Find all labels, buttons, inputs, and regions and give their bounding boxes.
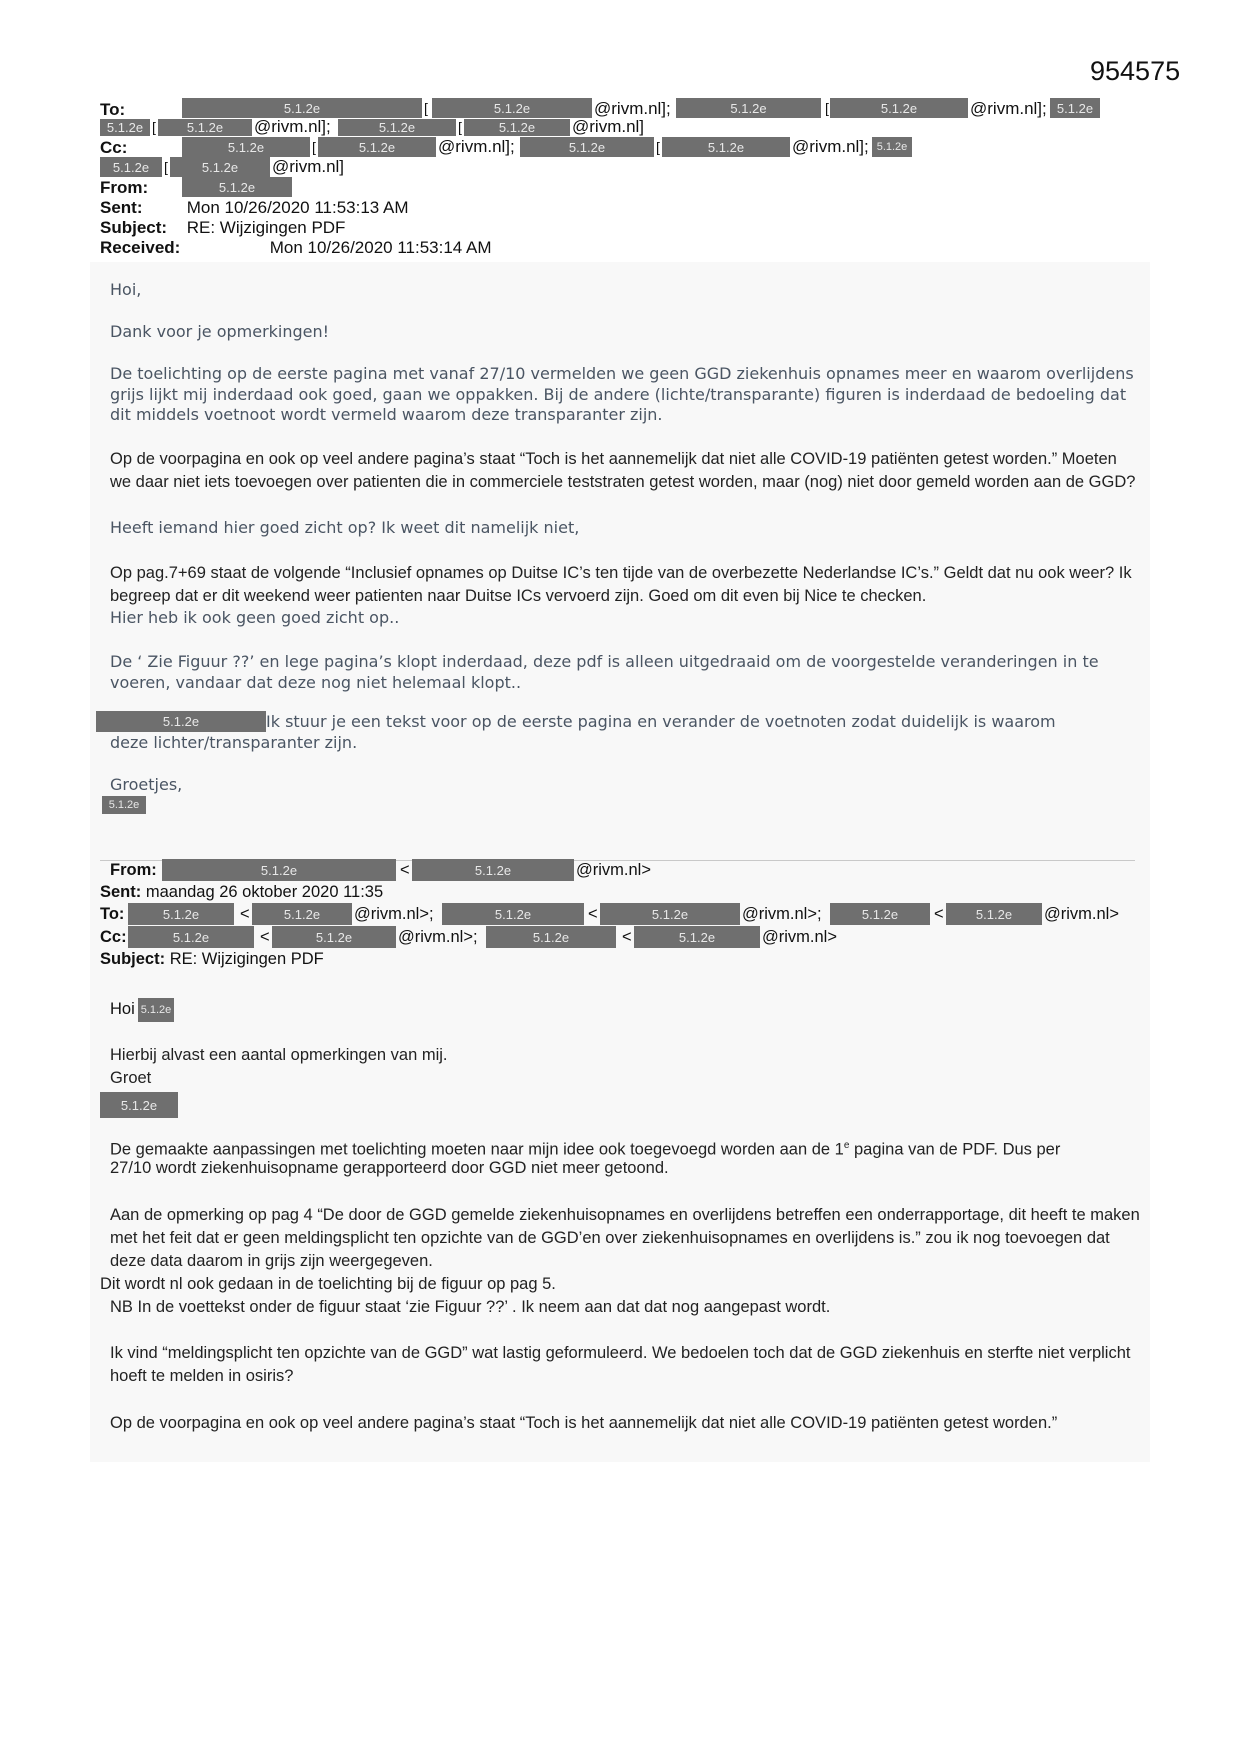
email-suffix: @rivm.nl];	[254, 117, 331, 136]
from-label: From:	[100, 178, 149, 197]
email-suffix: @rivm.nl>	[1044, 905, 1119, 923]
quoted-remark-1: Op de voorpagina en ook op veel andere pagina’s staat “Toch is het aannemelijk dat niet alle COVID-19 patiënten getest worden.” Moeten we daar niet iets toevoegen over patienten die in commerciele teststraten getest worden, maar (nog) niet door gemeld worden aan de GGD?	[110, 450, 1136, 491]
quoted-paragraph-4: Op de voorpagina en ook op veel andere pagina’s staat “Toch is het aannemelijk dat niet alle COVID-19 patiënten getest worden.”	[110, 1414, 1058, 1432]
quoted-greeting: Hoi	[110, 1000, 135, 1018]
email-suffix: @rivm.nl>;	[398, 928, 478, 946]
redaction: 5.1.2e	[128, 926, 254, 948]
email-suffix: @rivm.nl>;	[742, 905, 822, 923]
bracket: [	[152, 119, 156, 135]
subject-label: Subject:	[100, 218, 168, 237]
subject-value: RE: Wijzigingen PDF	[186, 218, 346, 237]
bracket: [	[164, 159, 168, 175]
email-suffix: @rivm.nl];	[594, 99, 671, 118]
redaction: 5.1.2e	[252, 903, 352, 925]
sent-value: Mon 10/26/2020 11:53:13 AM	[186, 198, 409, 217]
reply-answer-2: Hier heb ik ook geen goed zicht op..	[110, 608, 400, 627]
quoted-paragraph-2: Aan de opmerking op pag 4 “De door de GGD gemelde ziekenhuisopnames en overlijdens betreffen een onderrapportage, dit heeft te maken met het feit dat er geen meldingsplicht ten opzichte van de GGD’en over ziekenhuisopnames en overlijdens is.” zou ik nog toevoegen dat deze data daarom in grijs zijn weergegeven.	[110, 1206, 1140, 1270]
redaction: 5.1.2e	[170, 157, 270, 177]
bracket: [	[825, 100, 829, 116]
redaction: 5.1.2e	[272, 926, 396, 948]
lt: <	[260, 928, 270, 946]
bracket: [	[656, 139, 660, 155]
reply-greeting: Hoi,	[110, 280, 142, 299]
reply-answer-1: Heeft iemand hier goed zicht op? Ik weet dit namelijk niet,	[110, 518, 580, 537]
redaction: 5.1.2e	[520, 137, 654, 157]
redaction: 5.1.2e	[946, 903, 1042, 925]
email-suffix: @rivm.nl];	[438, 137, 515, 156]
redaction: 5.1.2e	[662, 137, 790, 157]
quoted-paragraph-3: Ik vind “meldingsplicht ten opzichte van de GGD” wat lastig geformuleerd. We bedoelen toch dat de GGD ziekenhuis en sterfte niet verplicht hoeft te melden in osiris?	[110, 1344, 1131, 1385]
quoted-subject-label: Subject:	[100, 950, 166, 968]
redaction: 5.1.2e	[634, 926, 760, 948]
reply-paragraph-2: De ‘ Zie Figuur ??’ en lege pagina’s klopt inderdaad, deze pdf is alleen uitgedraaid om de voorgestelde veranderingen in te voeren, vandaar dat deze nog niet helemaal klopt..	[110, 652, 1099, 692]
subject-line	[100, 218, 1140, 238]
quoted-subject-line	[100, 950, 324, 969]
quoted-groet: Groet	[110, 1069, 152, 1087]
redaction: 5.1.2e	[830, 98, 968, 118]
quoted-nb: NB In de voettekst onder de figuur staat ‘zie Figuur ??’ . Ik neem aan dat dat nog aangepast wordt.	[110, 1298, 831, 1316]
redaction: 5.1.2e	[162, 859, 396, 881]
sent-label: Sent:	[100, 198, 143, 217]
quoted-subject-value: RE: Wijzigingen PDF	[169, 950, 324, 968]
redaction: 5.1.2e	[338, 119, 456, 136]
email-suffix: @rivm.nl>	[762, 928, 837, 946]
redaction: 5.1.2e	[182, 137, 310, 157]
email-suffix: @rivm.nl]	[272, 157, 345, 176]
lt: <	[934, 905, 944, 923]
quoted-paragraph-2b: Dit wordt nl ook gedaan in de toelichting bij de figuur op pag 5.	[100, 1275, 556, 1293]
email-suffix: @rivm.nl];	[792, 137, 869, 156]
received-label: Received:	[100, 238, 181, 257]
email-suffix: @rivm.nl]	[572, 117, 645, 136]
redaction: 5.1.2e	[432, 98, 592, 118]
redaction: 5.1.2e	[464, 119, 570, 136]
quoted-sent-value: maandag 26 oktober 2020 11:35	[145, 883, 384, 901]
lt: <	[622, 928, 632, 946]
redaction: 5.1.2e	[102, 796, 146, 814]
quoted-sent-line	[100, 883, 383, 902]
redaction: 5.1.2e	[412, 859, 574, 881]
redaction: 5.1.2e	[442, 903, 584, 925]
redaction: 5.1.2e	[486, 926, 616, 948]
email-suffix: @rivm.nl];	[970, 99, 1047, 118]
lt: <	[588, 905, 598, 923]
redaction: 5.1.2e	[96, 711, 266, 732]
redaction: 5.1.2e	[1050, 98, 1100, 118]
reply-paragraph-3: Ik stuur je een tekst voor op de eerste pagina en verander de voetnoten zodat duidelijk is waarom	[266, 712, 1056, 731]
lt: <	[400, 861, 410, 879]
email-suffix: @rivm.nl>	[576, 861, 651, 879]
reply-closing: Groetjes,	[110, 775, 183, 794]
redaction: 5.1.2e	[100, 157, 162, 177]
reply-thanks: Dank voor je opmerkingen!	[110, 322, 330, 341]
reply-paragraph-3-line-2: deze lichter/transparanter zijn.	[110, 733, 358, 752]
document-id: 954575	[1090, 56, 1181, 86]
quoted-from-label: From:	[110, 861, 157, 879]
redaction: 5.1.2e	[158, 119, 252, 136]
redaction: 5.1.2e	[100, 119, 150, 136]
email-suffix: @rivm.nl>;	[354, 905, 434, 923]
quoted-intro: Hierbij alvast een aantal opmerkingen van mij.	[110, 1046, 448, 1064]
redaction: 5.1.2e	[128, 903, 234, 925]
quoted-cc-label: Cc:	[100, 928, 127, 946]
redaction: 5.1.2e	[138, 998, 174, 1022]
sent-line	[100, 198, 1140, 218]
redaction: 5.1.2e	[182, 98, 422, 118]
redaction: 5.1.2e	[318, 137, 436, 157]
bracket: [	[458, 119, 462, 135]
received-value: Mon 10/26/2020 11:53:14 AM	[269, 238, 492, 257]
quoted-paragraph-1-line-2: 27/10 wordt ziekenhuisopname gerapporteerd door GGD niet meer getoond.	[110, 1159, 669, 1177]
lt: <	[240, 905, 250, 923]
quoted-to-label: To:	[100, 905, 125, 923]
quoted-sent-label: Sent:	[100, 883, 142, 901]
redaction: 5.1.2e	[100, 1092, 178, 1118]
redaction: 5.1.2e	[600, 903, 740, 925]
bracket: [	[312, 139, 316, 155]
redaction: 5.1.2e	[830, 903, 930, 925]
quoted-paragraph-1: De gemaakte aanpassingen met toelichting moeten naar mijn idee ook toegevoegd worden aan de 1e pagina van de PDF. Dus per	[110, 1140, 1061, 1159]
redaction: 5.1.2e	[676, 98, 821, 118]
bracket: [	[424, 100, 428, 116]
redaction: 5.1.2e	[182, 177, 292, 197]
to-label: To:	[100, 100, 126, 119]
quoted-remark-2: Op pag.7+69 staat de volgende “Inclusief opnames op Duitse IC’s ten tijde van de overbezette Nederlandse IC’s.” Geldt dat nu ook weer? Ik begreep dat er dit weekend weer patienten naar Duitse ICs vervoerd zijn. Goed om dit even bij Nice te checken.	[110, 564, 1132, 605]
redaction: 5.1.2e	[872, 137, 912, 157]
received-line	[100, 238, 1140, 258]
cc-label: Cc:	[100, 138, 128, 157]
reply-paragraph-1: De toelichting op de eerste pagina met vanaf 27/10 vermelden we geen GGD ziekenhuis opnames meer en waarom overlijdens grijs lijkt mij inderdaad ook goed, gaan we oppakken. Bij de andere (lichte/transparante) figuren is inderdaad de bedoeling dat dit middels voetnoot wordt vermeld waarom deze transparanter zijn.	[110, 364, 1134, 424]
